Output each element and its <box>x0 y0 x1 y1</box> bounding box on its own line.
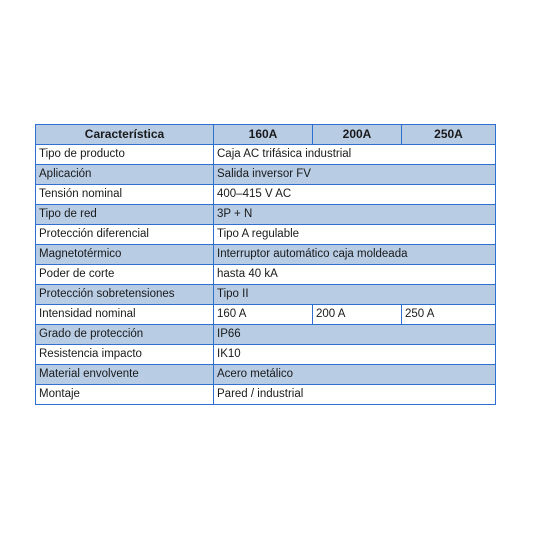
row-value: Tipo II <box>214 285 496 305</box>
spec-table <box>35 124 496 405</box>
row-label: Aplicación <box>36 165 214 185</box>
row-value: IP66 <box>214 325 496 345</box>
row-label: Protección diferencial <box>36 225 214 245</box>
header-characteristic: Característica <box>36 125 214 145</box>
row-value-160a: 160 A <box>214 305 313 325</box>
row-value: 3P + N <box>214 205 496 225</box>
row-label: Material envolvente <box>36 365 214 385</box>
row-label: Poder de corte <box>36 265 214 285</box>
row-label: Grado de protección <box>36 325 214 345</box>
table-row <box>36 145 496 165</box>
table-row <box>36 365 496 385</box>
row-label: Intensidad nominal <box>36 305 214 325</box>
row-label: Tensión nominal <box>36 185 214 205</box>
row-value: Tipo A regulable <box>214 225 496 245</box>
header-250a: 250A <box>402 125 496 145</box>
table-row <box>36 225 496 245</box>
row-label: Protección sobretensiones <box>36 285 214 305</box>
row-value-200a: 200 A <box>313 305 402 325</box>
table-row <box>36 205 496 225</box>
table-row <box>36 165 496 185</box>
table-row <box>36 305 496 325</box>
table-row <box>36 325 496 345</box>
row-value: Salida inversor FV <box>214 165 496 185</box>
header-160a: 160A <box>214 125 313 145</box>
row-label: Tipo de red <box>36 205 214 225</box>
table-row <box>36 345 496 365</box>
row-value: Acero metálico <box>214 365 496 385</box>
row-label: Montaje <box>36 385 214 405</box>
row-label: Tipo de producto <box>36 145 214 165</box>
table-row <box>36 245 496 265</box>
row-value-250a: 250 A <box>402 305 496 325</box>
table-row <box>36 185 496 205</box>
row-value: IK10 <box>214 345 496 365</box>
row-value: Caja AC trifásica industrial <box>214 145 496 165</box>
row-value: 400–415 V AC <box>214 185 496 205</box>
table-row <box>36 285 496 305</box>
header-200a: 200A <box>313 125 402 145</box>
row-value: hasta 40 kA <box>214 265 496 285</box>
table-row <box>36 265 496 285</box>
table-row <box>36 385 496 405</box>
header-row <box>36 125 496 145</box>
row-value: Interruptor automático caja moldeada <box>214 245 496 265</box>
row-label: Magnetotérmico <box>36 245 214 265</box>
row-label: Resistencia impacto <box>36 345 214 365</box>
row-value: Pared / industrial <box>214 385 496 405</box>
